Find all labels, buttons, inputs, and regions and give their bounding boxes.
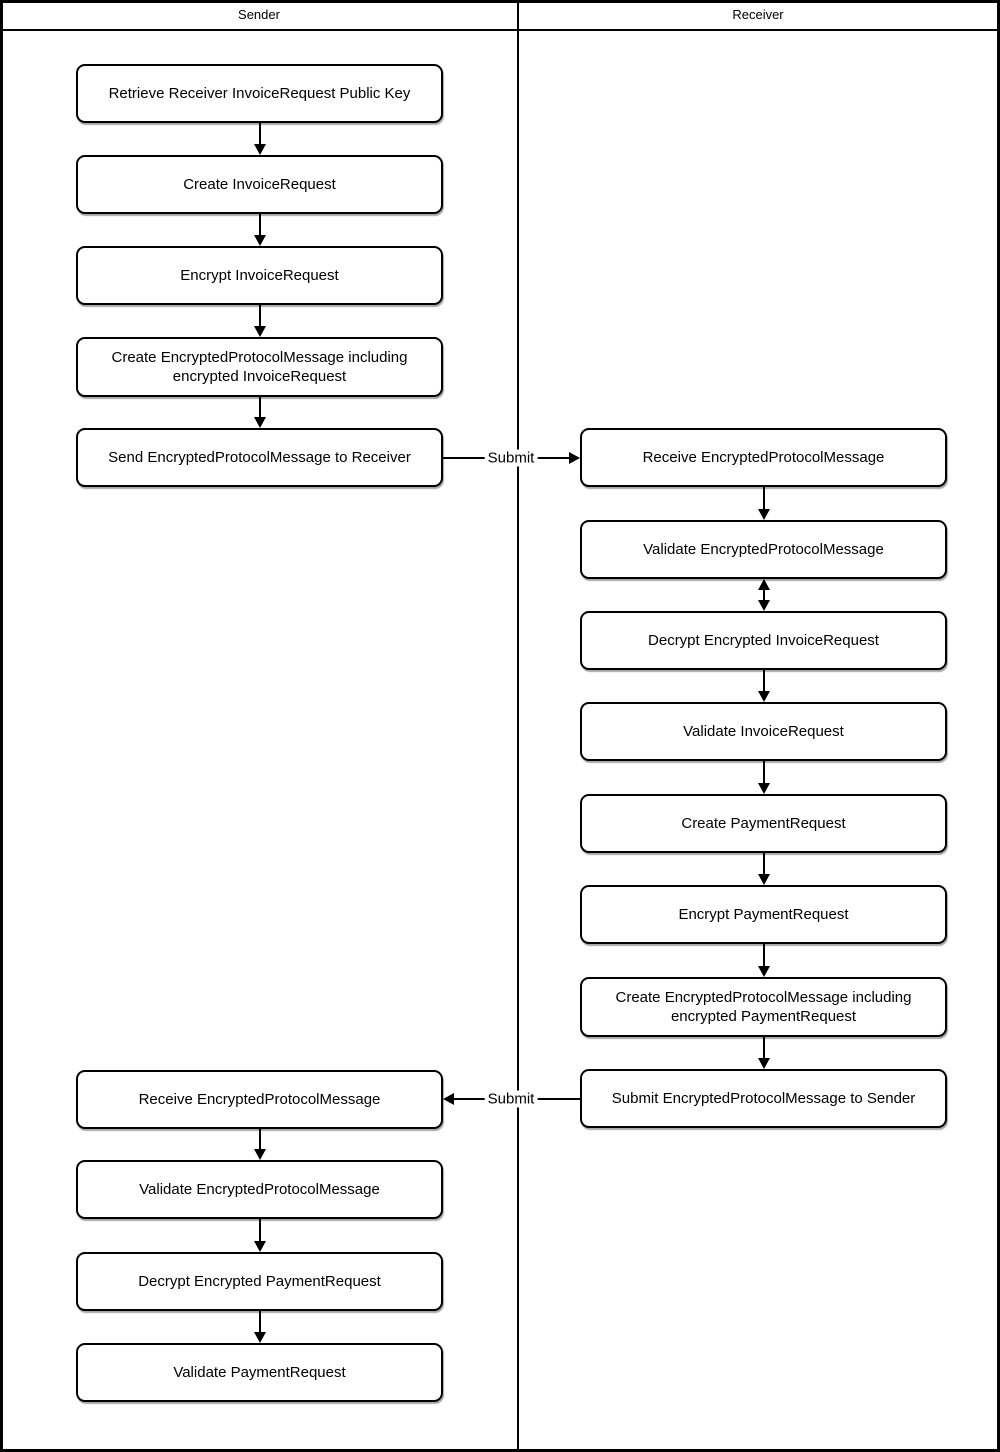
flow-node-sender-8: Validate PaymentRequest <box>76 1343 443 1402</box>
down-arrow <box>254 1129 266 1160</box>
flow-node-sender-4: Send EncryptedProtocolMessage to Receiver <box>76 428 443 487</box>
connector-label-submit-to-sender: Submit <box>485 1091 538 1108</box>
down-arrow <box>758 944 770 977</box>
lane-header-separator <box>0 29 1000 31</box>
flow-node-receiver-4: Create PaymentRequest <box>580 794 947 853</box>
down-arrow <box>254 123 266 155</box>
down-arrow <box>254 1219 266 1252</box>
down-arrow <box>254 1311 266 1343</box>
down-arrow <box>254 397 266 428</box>
flow-node-receiver-6: Create EncryptedProtocolMessage including encrypted PaymentRequest <box>580 977 947 1037</box>
flow-node-sender-0: Retrieve Receiver InvoiceRequest Public Key <box>76 64 443 123</box>
flow-node-receiver-5: Encrypt PaymentRequest <box>580 885 947 944</box>
down-arrow <box>254 305 266 337</box>
down-arrow <box>254 214 266 246</box>
down-arrow <box>758 487 770 520</box>
down-arrow <box>758 761 770 794</box>
lane-title-receiver: Receiver <box>732 7 784 22</box>
flow-node-receiver-2: Decrypt Encrypted InvoiceRequest <box>580 611 947 670</box>
flow-node-receiver-3: Validate InvoiceRequest <box>580 702 947 761</box>
down-arrow <box>758 1037 770 1069</box>
bidirectional-arrow <box>758 579 770 611</box>
flow-node-sender-2: Encrypt InvoiceRequest <box>76 246 443 305</box>
lane-header-sender <box>0 0 518 29</box>
down-arrow <box>758 670 770 702</box>
flow-node-sender-5: Receive EncryptedProtocolMessage <box>76 1070 443 1129</box>
flow-node-sender-7: Decrypt Encrypted PaymentRequest <box>76 1252 443 1311</box>
down-arrow <box>758 853 770 885</box>
flow-node-receiver-7: Submit EncryptedProtocolMessage to Sender <box>580 1069 947 1128</box>
connector-label-submit-to-receiver: Submit <box>485 450 538 467</box>
flow-node-sender-3: Create EncryptedProtocolMessage including encrypted InvoiceRequest <box>76 337 443 397</box>
flow-node-receiver-0: Receive EncryptedProtocolMessage <box>580 428 947 487</box>
lane-title-sender: Sender <box>238 7 280 22</box>
lane-divider <box>517 0 519 1452</box>
lane-header-receiver <box>519 0 997 29</box>
flow-node-receiver-1: Validate EncryptedProtocolMessage <box>580 520 947 579</box>
flow-node-sender-6: Validate EncryptedProtocolMessage <box>76 1160 443 1219</box>
flow-node-sender-1: Create InvoiceRequest <box>76 155 443 214</box>
